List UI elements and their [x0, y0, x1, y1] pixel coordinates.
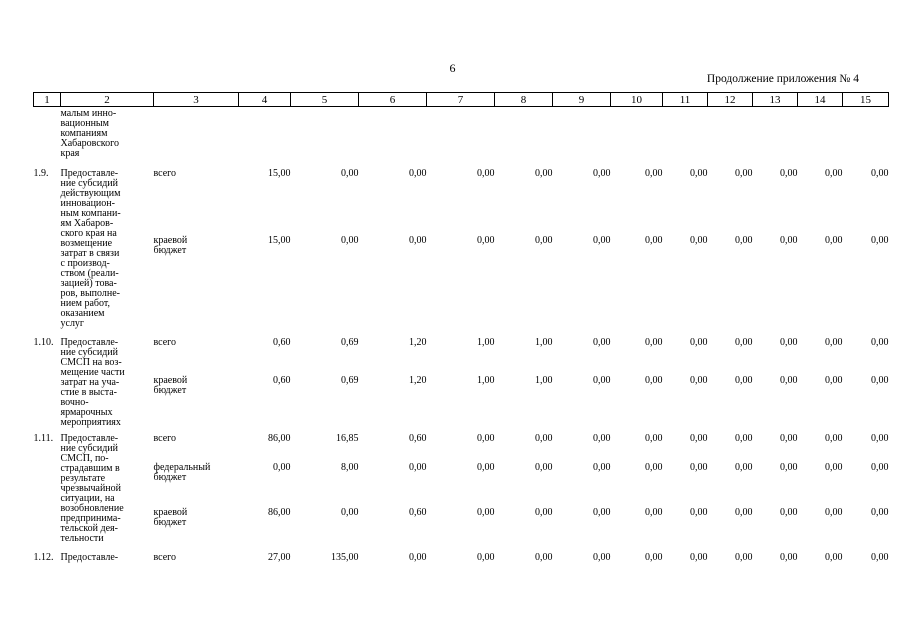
funding-source: всего [153, 433, 177, 444]
value-col-11: 0,00 [690, 462, 708, 474]
value-col-12: 0,00 [735, 433, 753, 444]
value-col-5: 135,00 [331, 552, 359, 563]
col-header-6: 6 [359, 93, 427, 107]
value-col-9: 0,00 [593, 507, 611, 519]
value-col-10: 0,00 [645, 462, 663, 474]
item-name: Предоставле- ние субсидий СМСП, по- страдавшим в результате чрезвычайной ситуации, на возобновление предпринима- тельской дея- тельности [60, 433, 124, 544]
value-col-13: 0,00 [780, 552, 798, 563]
value-col-15: 0,00 [871, 462, 889, 474]
value-col-6: 0,60 [409, 507, 427, 519]
funding-source: всего [153, 337, 177, 348]
value-col-6: 0,00 [409, 168, 427, 179]
value-col-11: 0,00 [690, 234, 708, 246]
table-row [34, 434, 889, 463]
value-col-7: 1,00 [477, 375, 495, 386]
carry-over-name: малым инно- вационным компаниям Хабаровского края [60, 108, 119, 159]
value-col-10: 0,00 [645, 552, 663, 563]
item-name: Предоставле- ние субсидий действующим инновацион- ным компани- ям Хабаров- ского края на возмещение затрат в связи с производ- ством (реали- зацией) това- ров, выполне- нием работ, оказанием услуг [60, 168, 121, 329]
value-col-4: 15,00 [268, 234, 291, 246]
value-col-12: 0,00 [735, 462, 753, 474]
value-col-10: 0,00 [645, 337, 663, 348]
table-row [34, 553, 889, 572]
value-col-9: 0,00 [593, 375, 611, 386]
value-col-5: 16,85 [336, 433, 359, 444]
value-col-5: 0,69 [341, 337, 359, 348]
col-header-14: 14 [798, 93, 843, 107]
item-index: 1.9. [33, 168, 49, 179]
value-col-12: 0,00 [735, 552, 753, 563]
item-index: 1.10. [33, 337, 54, 348]
value-col-9: 0,00 [593, 433, 611, 444]
col-header-2: 2 [61, 93, 154, 107]
value-col-7: 0,00 [477, 234, 495, 246]
col-header-12: 12 [708, 93, 753, 107]
value-col-9: 0,00 [593, 552, 611, 563]
value-col-10: 0,00 [645, 433, 663, 444]
col-header-7: 7 [427, 93, 495, 107]
value-col-8: 0,00 [535, 507, 553, 519]
table-row [34, 169, 889, 236]
value-col-11: 0,00 [690, 168, 708, 179]
funding-source: всего [153, 168, 177, 179]
value-col-12: 0,00 [735, 234, 753, 246]
value-col-6: 1,20 [409, 337, 427, 348]
value-col-9: 0,00 [593, 337, 611, 348]
value-col-4: 0,60 [273, 375, 291, 386]
value-col-14: 0,00 [825, 433, 843, 444]
value-col-8: 0,00 [535, 462, 553, 474]
funding-source: краевой бюджет [153, 507, 188, 529]
col-header-10: 10 [611, 93, 663, 107]
col-header-15: 15 [843, 93, 889, 107]
value-col-15: 0,00 [871, 168, 889, 179]
value-col-7: 1,00 [477, 337, 495, 348]
funding-source: федеральный бюджет [153, 462, 211, 484]
value-col-15: 0,00 [871, 433, 889, 444]
value-col-12: 0,00 [735, 507, 753, 519]
value-col-7: 0,00 [477, 433, 495, 444]
value-col-9: 0,00 [593, 168, 611, 179]
value-col-13: 0,00 [780, 507, 798, 519]
value-col-13: 0,00 [780, 337, 798, 348]
col-header-3: 3 [154, 93, 239, 107]
value-col-4: 27,00 [268, 552, 291, 563]
value-col-6: 1,20 [409, 375, 427, 386]
value-col-7: 0,00 [477, 507, 495, 519]
value-col-13: 0,00 [780, 168, 798, 179]
value-col-4: 0,00 [273, 462, 291, 474]
item-name: Предоставле- ние субсидий СМСП на воз- мещение части затрат на уча- стие в выста- вочно- ярмарочных мероприятиях [60, 337, 125, 428]
value-col-8: 1,00 [535, 337, 553, 348]
value-col-9: 0,00 [593, 234, 611, 246]
value-col-11: 0,00 [690, 433, 708, 444]
budget-table [33, 92, 889, 572]
col-header-8: 8 [495, 93, 553, 107]
value-col-15: 0,00 [871, 337, 889, 348]
value-col-14: 0,00 [825, 375, 843, 386]
table-body [34, 107, 889, 573]
value-col-12: 0,00 [735, 168, 753, 179]
value-col-8: 0,00 [535, 168, 553, 179]
page-number: 6 [449, 61, 456, 75]
value-col-5: 0,00 [341, 234, 359, 246]
value-col-14: 0,00 [825, 168, 843, 179]
value-col-4: 15,00 [268, 168, 291, 179]
value-col-13: 0,00 [780, 375, 798, 386]
value-col-5: 0,00 [341, 507, 359, 519]
value-col-5: 0,00 [341, 168, 359, 179]
value-col-8: 0,00 [535, 234, 553, 246]
value-col-8: 0,00 [535, 552, 553, 563]
value-col-12: 0,00 [735, 375, 753, 386]
value-col-9: 0,00 [593, 462, 611, 474]
funding-source: всего [153, 552, 177, 563]
value-col-15: 0,00 [871, 507, 889, 519]
value-col-15: 0,00 [871, 552, 889, 563]
value-col-12: 0,00 [735, 337, 753, 348]
value-col-6: 0,00 [409, 234, 427, 246]
value-col-8: 1,00 [535, 375, 553, 386]
value-col-11: 0,00 [690, 375, 708, 386]
value-col-14: 0,00 [825, 552, 843, 563]
funding-source: краевой бюджет [153, 234, 188, 256]
value-col-11: 0,00 [690, 507, 708, 519]
value-col-10: 0,00 [645, 375, 663, 386]
value-col-8: 0,00 [535, 433, 553, 444]
value-col-15: 0,00 [871, 234, 889, 246]
value-col-4: 0,60 [273, 337, 291, 348]
value-col-5: 8,00 [341, 462, 359, 474]
value-col-7: 0,00 [477, 552, 495, 563]
table-row [34, 376, 889, 434]
value-col-14: 0,00 [825, 337, 843, 348]
carry-over-row [34, 107, 889, 170]
value-col-6: 0,00 [409, 462, 427, 474]
value-col-14: 0,00 [825, 462, 843, 474]
value-col-5: 0,69 [341, 375, 359, 386]
table-row [34, 338, 889, 376]
item-index: 1.11. [33, 433, 54, 444]
value-col-13: 0,00 [780, 462, 798, 474]
value-col-4: 86,00 [268, 507, 291, 519]
value-col-10: 0,00 [645, 234, 663, 246]
value-col-7: 0,00 [477, 462, 495, 474]
value-col-4: 86,00 [268, 433, 291, 444]
continuation-label: Продолжение приложения № 4 [706, 73, 859, 85]
header-row [34, 93, 889, 107]
funding-source: краевой бюджет [153, 375, 188, 396]
col-header-4: 4 [239, 93, 291, 107]
value-col-14: 0,00 [825, 234, 843, 246]
value-col-13: 0,00 [780, 433, 798, 444]
col-header-11: 11 [663, 93, 708, 107]
table-row [34, 508, 889, 553]
value-col-10: 0,00 [645, 507, 663, 519]
value-col-6: 0,60 [409, 433, 427, 444]
value-col-15: 0,00 [871, 375, 889, 386]
col-header-9: 9 [553, 93, 611, 107]
col-header-13: 13 [753, 93, 798, 107]
value-col-6: 0,00 [409, 552, 427, 563]
value-col-10: 0,00 [645, 168, 663, 179]
col-header-1: 1 [34, 93, 61, 107]
table-row [34, 463, 889, 508]
item-index: 1.12. [33, 552, 54, 563]
col-header-5: 5 [291, 93, 359, 107]
value-col-11: 0,00 [690, 337, 708, 348]
value-col-13: 0,00 [780, 234, 798, 246]
value-col-7: 0,00 [477, 168, 495, 179]
item-name: Предоставле- [60, 552, 119, 563]
table-row [34, 236, 889, 338]
value-col-14: 0,00 [825, 507, 843, 519]
value-col-11: 0,00 [690, 552, 708, 563]
